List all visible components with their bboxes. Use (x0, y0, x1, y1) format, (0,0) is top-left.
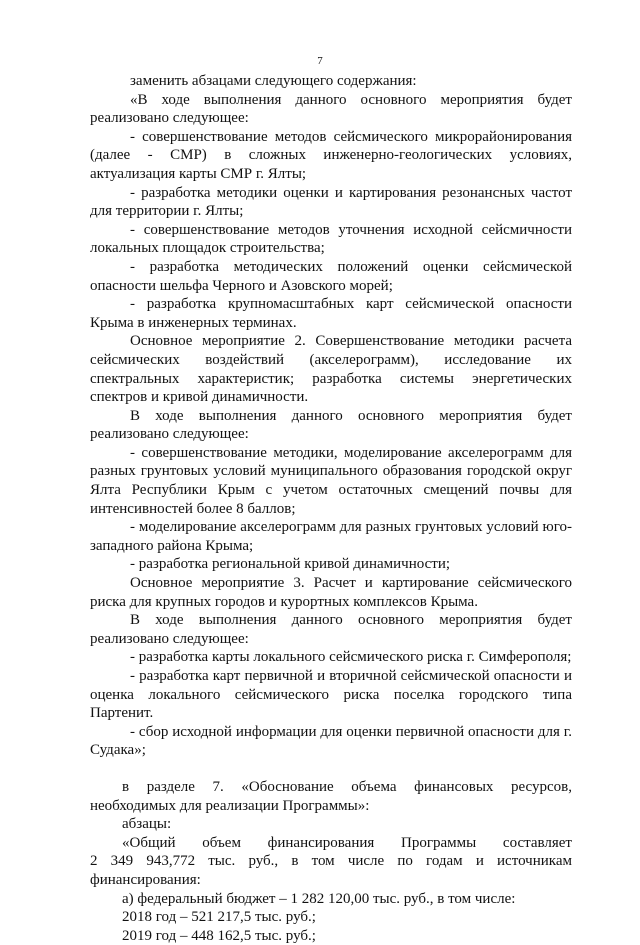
financing-word-4: Программы (401, 834, 477, 851)
list-item-accelerograms-southwest: - моделирование акселерограмм для разных грунтовых условий юго-западного района Крыма; (90, 519, 572, 554)
document-body (90, 72, 572, 945)
list-item-dynamic-curve: - разработка региональной кривой динамичности; (130, 556, 451, 573)
financing-word-3: финансирования (267, 834, 375, 851)
list-item-sudak: - сбор исходной информации для оценки первичной опасности для г. Судака»; (90, 723, 572, 759)
list-item-simferopol: - разработка карты локального сейсмического риска г. Симферополя; (130, 649, 572, 666)
financing-year-2018: 2018 год – 521 217,5 тыс. руб.; (122, 909, 316, 926)
list-item-resonance: - разработка методики оценки и картирования резонансных частот для территории г. Ялты; (90, 184, 572, 220)
financing-word-5: составляет (502, 834, 572, 851)
paragraph-abzatsy: абзацы: (122, 816, 172, 833)
paragraph-measure-2: Основное мероприятие 2. Совершенствование методики расчета сейсмических воздействий (акселерограмм), исследование их спектральных характеристик; разработка системы энергетических спектров и кривой динамичности. (90, 333, 572, 406)
list-item-accelerograms-yalta: - совершенствование методики, моделирование акселерограмм для разных грунтовых условий муниципального образования городской округ Ялта Республики Крым с учетом остаточных смещений почвы для интенсивностей более 8 баллов; (90, 444, 572, 517)
spacer (90, 760, 572, 778)
page-number: 7 (317, 55, 323, 67)
paragraph-measure-3: Основное мероприятие 3. Расчет и картирование сейсмического риска для крупных городов и курортных комплексов Крыма. (90, 575, 572, 610)
paragraph-section-7: в разделе 7. «Обоснование объема финансовых ресурсов, необходимых для реализации Программы»: (90, 778, 572, 814)
financing-word-1: «Общий (122, 834, 176, 851)
list-item-partenit: - разработка карт первичной и вторичной сейсмической опасности и оценка локального сейсмического риска поселка городского типа Партенит. (90, 668, 572, 722)
financing-total-line (90, 834, 572, 853)
list-item-shelf: - разработка методических положений оценки сейсмической опасности шельфа Черного и Азовского морей; (90, 258, 572, 294)
financing-federal-budget: а) федеральный бюджет – 1 282 120,00 тыс. руб., в том числе: (122, 890, 516, 907)
financing-word-2: объем (202, 834, 241, 851)
paragraph-intro: заменить абзацами следующего содержания: (130, 73, 417, 89)
list-item-smr: - совершенствование методов сейсмического микрорайонирования (далее - СМР) в сложных инженерно-геологических условиях, актуализация карты СМР г. Ялты; (90, 128, 572, 182)
paragraph-measure-3-lead: В ходе выполнения данного основного мероприятия будет реализовано следующее: (90, 612, 572, 647)
paragraph-measure-1-lead: «В ходе выполнения данного основного мероприятия будет реализовано следующее: (90, 91, 572, 127)
list-item-maps: - разработка крупномасштабных карт сейсмической опасности Крыма в инженерных терминах. (90, 296, 572, 331)
financing-year-2019: 2019 год – 448 162,5 тыс. руб.; (122, 927, 316, 944)
list-item-seismicity: - совершенствование методов уточнения исходной сейсмичности локальных площадок строительства; (90, 221, 572, 257)
financing-total-amount: 2 349 943,772 тыс. руб., в том числе по годам и источникам финансирования: (90, 853, 572, 888)
paragraph-measure-2-lead: В ходе выполнения данного основного мероприятия будет реализовано следующее: (90, 407, 572, 443)
